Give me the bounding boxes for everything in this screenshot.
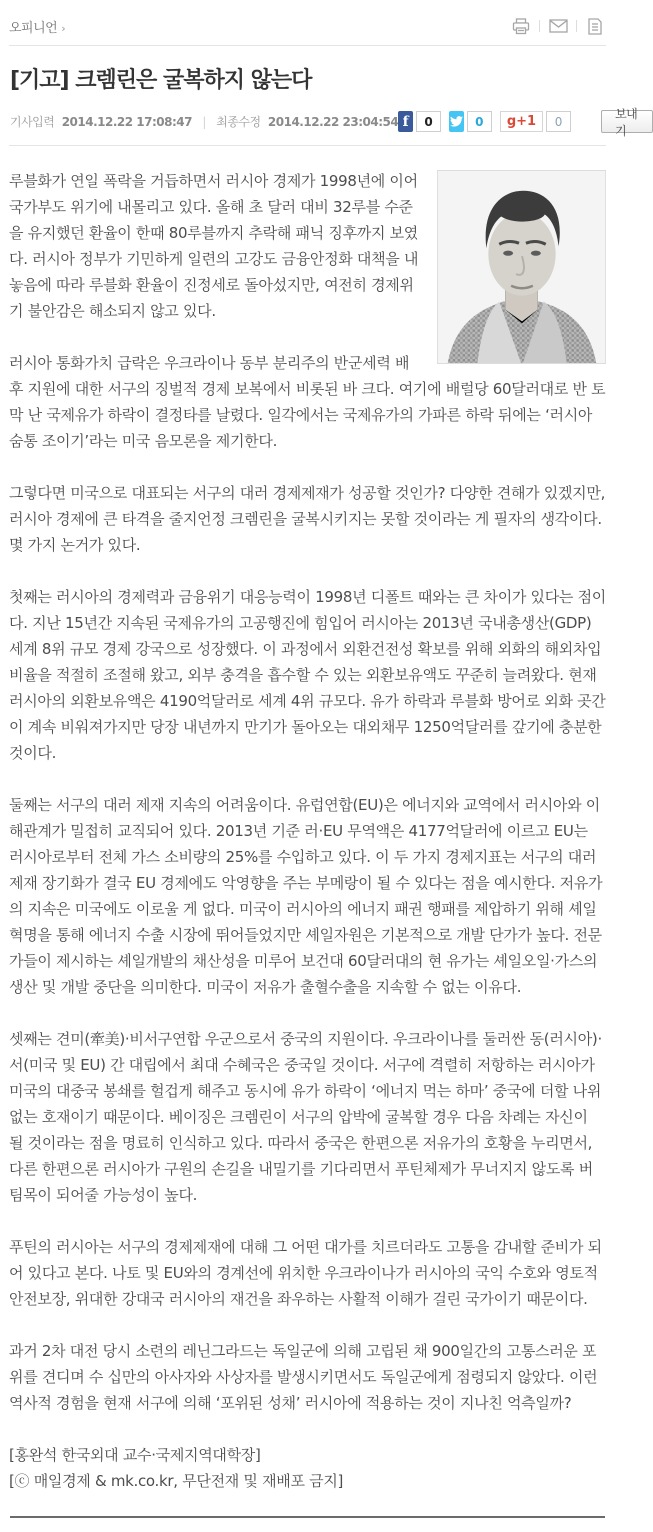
article-toolbar xyxy=(510,16,606,36)
article-paragraph: 푸틴의 러시아는 서구의 경제제재에 대해 그 어떤 대가를 치르더라도 고통을 감내할 준비가 되어 있다고 본다. 나토 및 EU와의 경계선에 위치한 우크라이나가 러시아의 국익 수호와 영토적 안전보장, 위대한 강대국 러시아의 재건을 좌우하는 사활적 이해가 걸린 국가이기 때문이다. xyxy=(9,1238,602,1308)
article-paragraph: 그렇다면 미국으로 대표되는 서구의 대러 경제제재가 성공할 것인가? 다양한 견해가 있겠지만, 러시아 경제에 큰 타격을 줄지언정 크렘린을 굴복시키지는 못할 것이라는 게 필자의 생각이다. 몇 가지 논거가 있다. xyxy=(9,484,606,554)
article-paragraph: 러시아 통화가치 급락은 우크라이나 동부 분리주의 반군세력 배후 지원에 대한 서구의 징벌적 경제 보복에서 비롯된 바 크다. 여기에 배럴당 60달러대로 반 토막 난 국제유가 하락이 결정타를 날렸다. 일각에서는 국제유가의 가파른 하락 뒤에는 ‘러시아 숨통 조이기’라는 미국 음모론을 제기한다. xyxy=(9,354,606,450)
scrap-document-icon[interactable] xyxy=(584,16,606,36)
twitter-icon[interactable] xyxy=(449,111,464,132)
updated-datetime: 2014.12.22 23:04:54 xyxy=(267,115,399,129)
breadcrumb[interactable] xyxy=(9,17,65,36)
toolbar-separator xyxy=(576,20,577,32)
facebook-count[interactable]: 0 xyxy=(416,111,441,132)
email-icon[interactable] xyxy=(547,16,569,36)
article-paragraph: 첫째는 러시아의 경제력과 금융위기 대응능력이 1998년 디폴트 때와는 큰 차이가 있다는 점이다. 지난 15년간 지속된 국제유가의 고공행진에 힘입어 러시아는 2013년 국내총생산(GDP) 세계 8위 규모 경제 강국으로 성장했다. 이 과정에서 외환건전성 확보를 위해 외화의 해외차입 비율을 적절히 조절해 왔고, 외부 충격을 흡수할 수 있는 외환보유액도 꾸준히 늘려왔다. 현재 러시아의 외환보유액은 4190억달러로 세계 4위 규모다. 유가 하락과 루블화 방어로 외화 곳간이 계속 비워져가지만 당장 내년까지 만기가 돌아오는 대외채무 1250억달러를 갚기에 충분한 것이다. xyxy=(9,588,606,762)
published-label: 기사입력 xyxy=(10,115,55,129)
author-byline: [홍완석 한국외대 교수·국제지역대학장] xyxy=(9,1446,261,1464)
author-photo xyxy=(437,170,606,364)
print-icon[interactable] xyxy=(510,16,532,36)
page-title: [기고] 크렘린은 굴복하지 않는다 xyxy=(10,68,312,93)
breadcrumb-arrow-icon: › xyxy=(61,21,66,35)
published-datetime: 2014.12.22 17:08:47 xyxy=(61,115,192,129)
article-paragraph: 루블화가 연일 폭락을 거듭하면서 러시아 경제가 1998년에 이어 국가부도 위기에 내몰리고 있다. 올해 초 달러 대비 32루블 수준을 유지했던 환율이 한때 80루블까지 추락해 패닉 징후까지 보였다. 러시아 정부가 기민하게 일련의 고강도 금융안정화 대책을 내놓음에 따라 루블화 환율이 진정세로 돌아섰지만, 여전히 경제위기 불안감은 해소되지 않고 있다. xyxy=(9,172,419,320)
meta-separator: | xyxy=(202,115,206,129)
article-paragraph: 셋째는 견미(牽美)·비서구연합 우군으로서 중국의 지원이다. 우크라이나를 둘러싼 동(러시아)·서(미국 및 EU) 간 대립에서 최대 수혜국은 중국일 것이다. 서구에 격렬히 저항하는 러시아가 미국의 대중국 봉쇄를 헐겁게 해주고 동시에 유가 하락이 ‘에너지 먹는 하마’ 중국에 더할 나위 없는 호재이기 때문이다. 베이징은 크렘린이 서구의 압박에 굴복할 경우 다음 차례는 자신이 될 것이라는 점을 명료히 인식하고 있다. 따라서 중국은 한편으론 저유가의 호황을 누리면서, 다른 한편으론 러시아가 구원의 손길을 내밀기를 기다리면서 푸틴체제가 무너지지 않도록 버팀목이 되어줄 가능성이 높다. xyxy=(9,1030,602,1204)
meta-row xyxy=(9,106,638,146)
facebook-icon[interactable]: f xyxy=(398,111,413,132)
breadcrumb-label: 오피니언 xyxy=(9,20,58,36)
googleplus-count[interactable]: 0 xyxy=(546,111,571,132)
share-buttons xyxy=(398,106,652,138)
article-paragraph: 과거 2차 대전 당시 소련의 레닌그라드는 독일군에 의해 고립된 채 900일간의 고통스러운 포위를 견디며 수 십만의 아사자와 사상자를 발생시키면서도 독일군에게 점령되지 않았다. 이런 역사적 경험을 현재 서구에 의해 ‘포위된 성채’ 러시아에 적용하는 것이 지나친 억측일까? xyxy=(9,1342,598,1412)
googleplus-button[interactable]: g+1 xyxy=(500,111,543,132)
updated-label: 최종수정 xyxy=(216,115,261,129)
toolbar-separator xyxy=(539,20,540,32)
article-dates xyxy=(10,113,398,130)
send-button[interactable]: 보내기 xyxy=(601,110,652,133)
article-body xyxy=(9,146,606,1494)
article-paragraph: 둘째는 서구의 대러 제재 지속의 어려움이다. 유럽연합(EU)은 에너지와 교역에서 러시아와 이해관계가 밀접히 교직되어 있다. 2013년 기준 러·EU 무역액은 4177억달러에 이르고 EU는 러시아로부터 전체 가스 소비량의 25%를 수입하고 있다. 이 두 가지 경제지표는 서구의 대러 제재 장기화가 결국 EU 경제에도 악영향을 주는 부메랑이 될 수 있다는 점을 예시한다. 저유가의 지속은 미국에도 이로울 게 없다. 미국이 러시아의 에너지 패권 행패를 제압하기 위해 셰일혁명을 통해 에너지 수출 시장에 뛰어들었지만 셰일자원은 기본적으로 개발 단가가 높다. 전문가들이 제시하는 셰일개발의 채산성을 미루어 보건대 60달러대의 현 유가는 셰일오일·가스의 생산 및 개발 중단을 의미한다. 미국이 저유가 출혈수출을 지속할 수 없는 이유다. xyxy=(9,796,603,996)
copyright-notice: [ⓒ 매일경제 & mk.co.kr, 무단전재 및 재배포 금지] xyxy=(9,1472,344,1490)
twitter-count[interactable]: 0 xyxy=(467,111,492,132)
top-bar xyxy=(9,0,606,46)
bottom-divider xyxy=(10,1516,605,1518)
